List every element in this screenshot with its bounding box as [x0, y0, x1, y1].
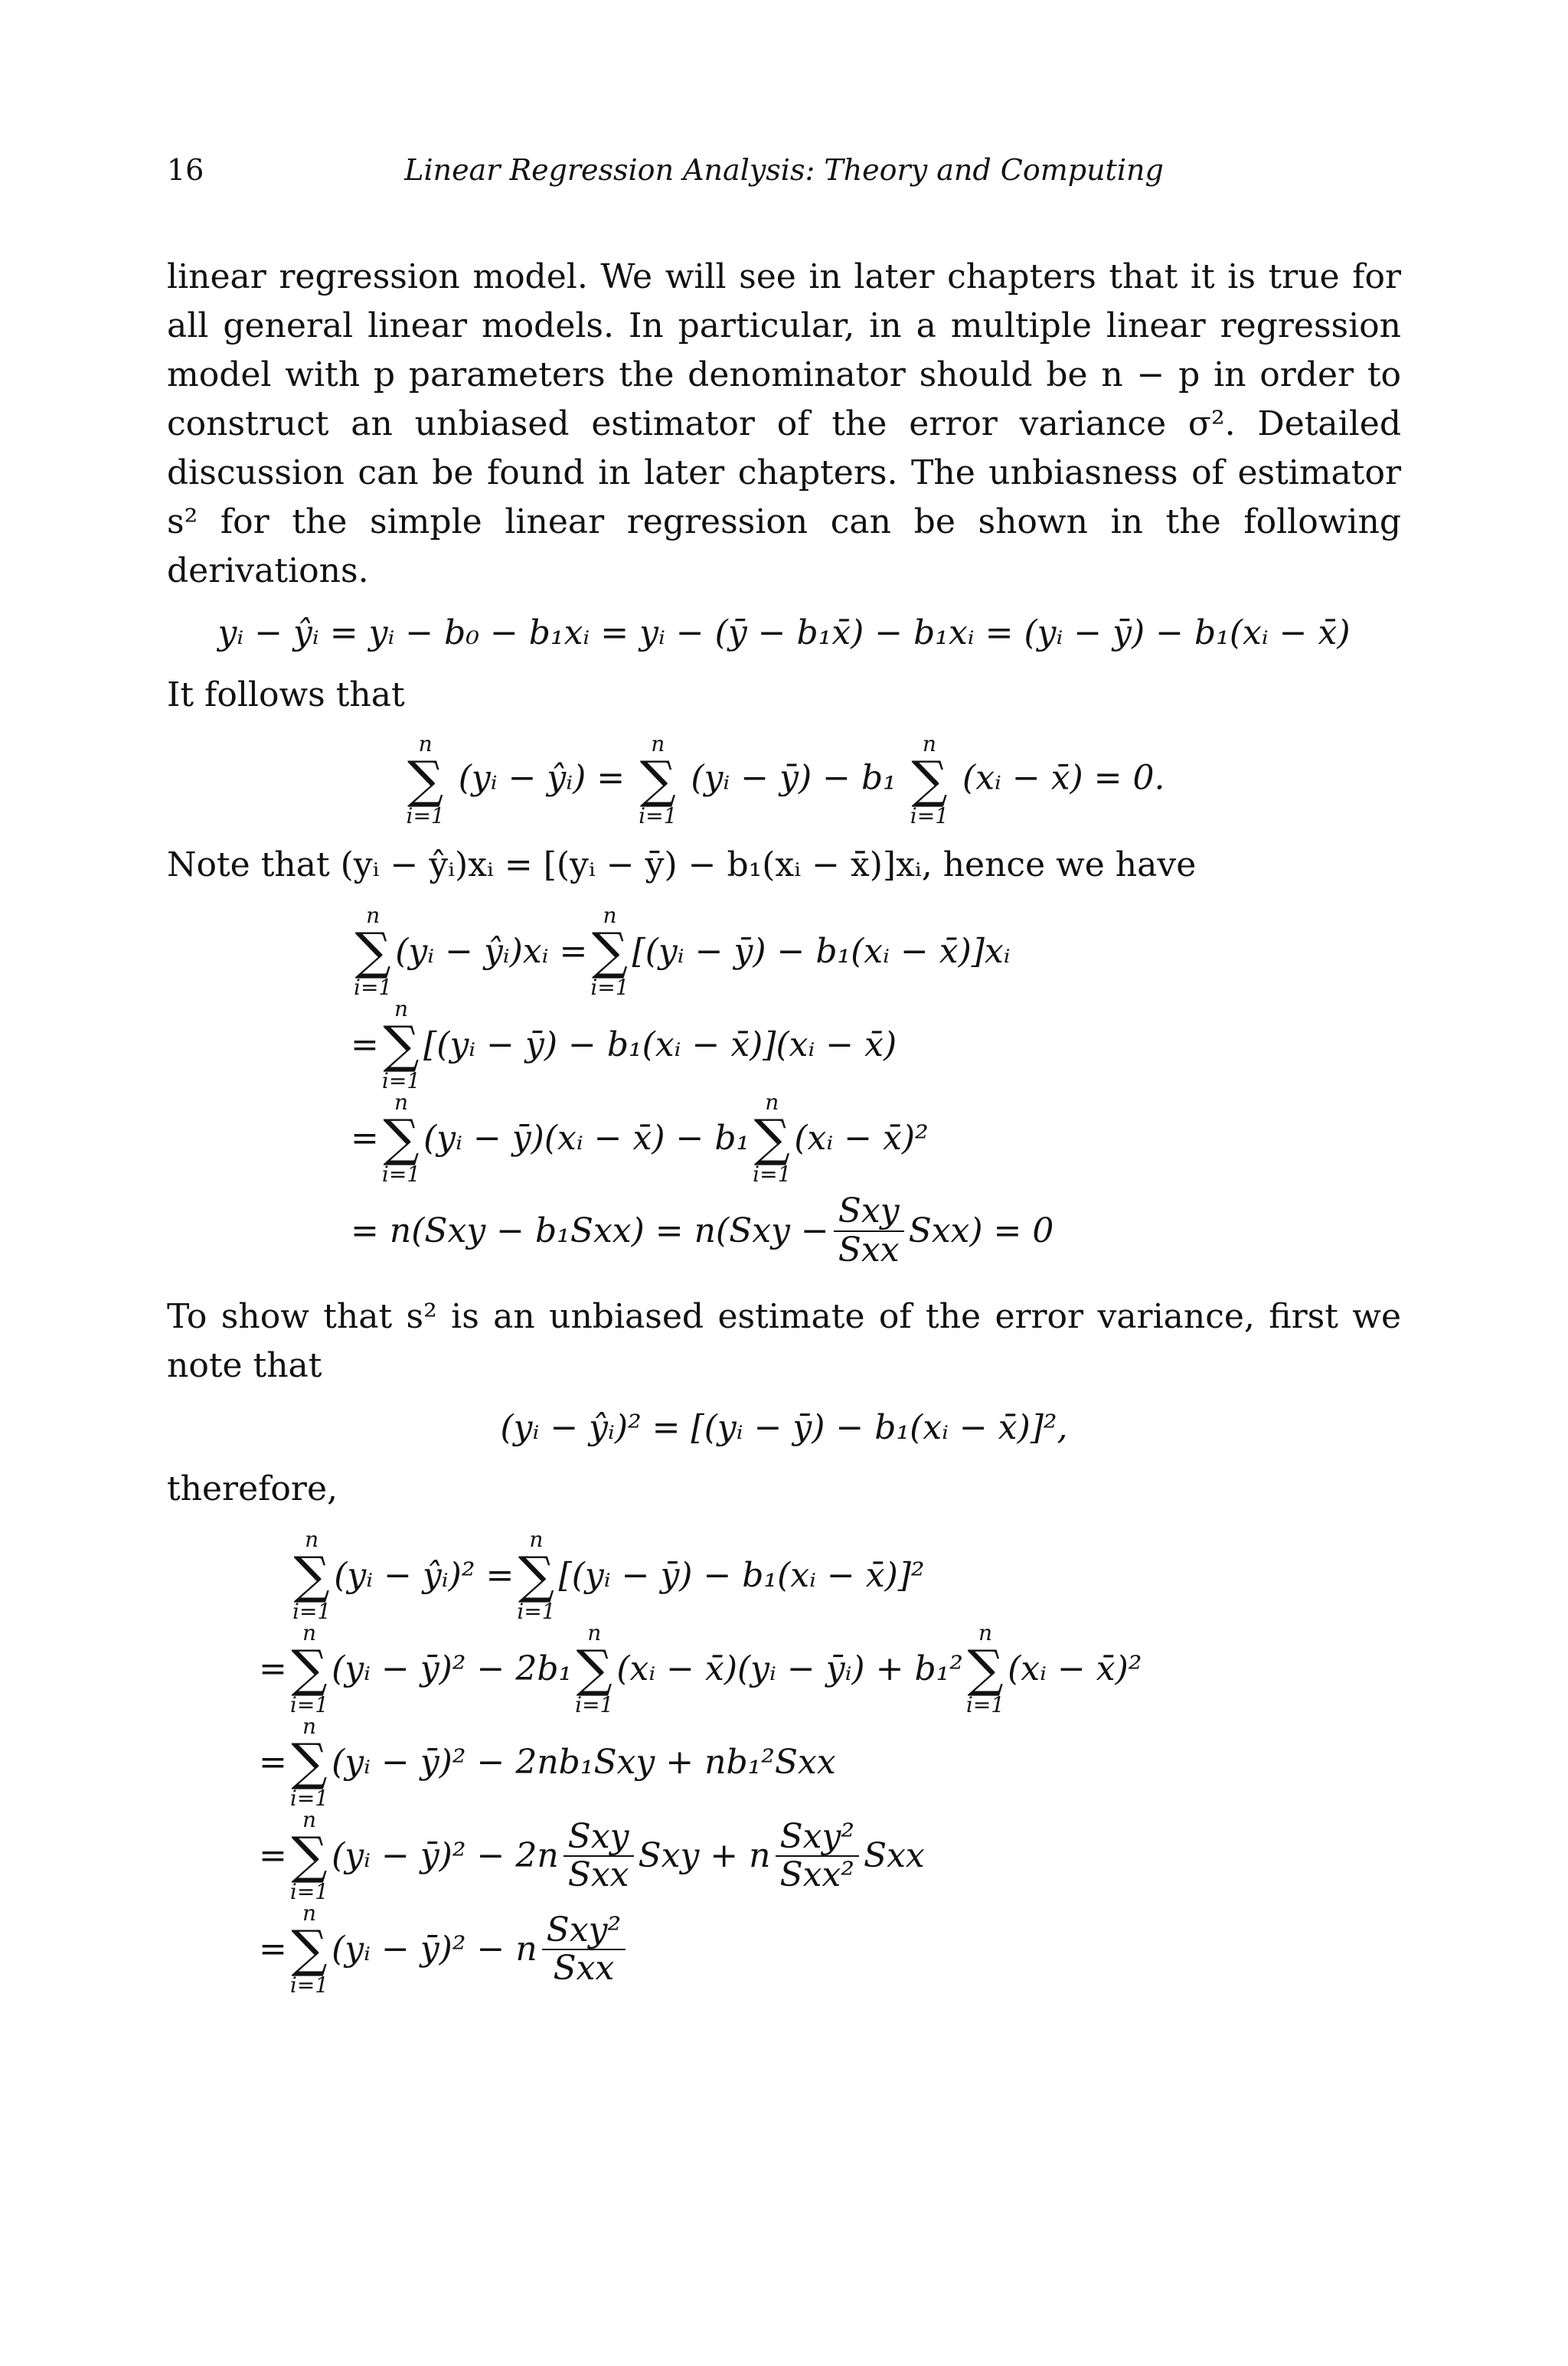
derivation-row: = n(Sxy − b₁Sxx) = n(Sxy − $\frac{\text{Sxy}}{\text{Sxx}}$ Sxx) = 0 — [351, 1191, 1054, 1270]
paragraph-1: linear regression model. We will see in later chapters that it is true for all general linear models. In particular, in a multiple linear regression model with p parameters the denominator should be n − p in order to construct an unbiased estimator of the error variance σ². Detailed discussion can be found in later chapters. The unbiasness of estimator s² for the simple linear regression can be shown in the following derivations. — [167, 257, 1401, 590]
summation: n ∑ i=1 — [289, 1900, 329, 1998]
summation: n ∑ i=1 — [289, 1714, 329, 1812]
paragraph-5: therefore, — [167, 1469, 338, 1509]
paragraph-4: To show that s² is an unbiased estimate of the error variance, first we note that — [167, 1296, 1401, 1385]
equation-sum-residuals — [167, 730, 1401, 828]
fraction: $\frac{\text{Sxy²}}{\text{Sxx²}}$ — [776, 1819, 859, 1894]
page-number: 16 — [167, 153, 204, 187]
page-body — [167, 253, 1401, 2011]
summation: n ∑ i=1 — [354, 902, 393, 1000]
summation: n ∑ i=1 — [289, 1807, 329, 1905]
paragraph-2: It follows that — [167, 675, 405, 714]
derivation-row: = n ∑ i=1 (yᵢ − ȳ)² − n $\frac{\text{Sxy²}}{\text{Sxx}}$ — [259, 1903, 1401, 1996]
derivation-row: = n ∑ i=1 (yᵢ − ȳ)² − 2nb₁Sxy + nb₁²Sxx — [259, 1714, 836, 1812]
eq-term: (xᵢ − x̄) = 0. — [962, 758, 1165, 798]
summation: n ∑ i=1 — [381, 1089, 421, 1187]
equation-squared-residual: (yᵢ − ŷᵢ)² = [(yᵢ − ȳ) − b₁(xᵢ − x̄)]², — [500, 1407, 1068, 1447]
fraction: $\frac{\text{Sxy}}{\text{Sxx}}$ — [564, 1819, 634, 1894]
derivation-block-2 — [259, 1529, 1401, 1996]
summation: n ∑ i=1 — [590, 902, 629, 1000]
eq-term: (yᵢ − ȳ) − b₁ — [691, 758, 897, 798]
derivation-row: n ∑ i=1 (yᵢ − ŷᵢ)² = n ∑ i=1 [(yᵢ − ȳ) − b₁(xᵢ − x̄)]² — [292, 1527, 925, 1625]
summation: n ∑ i=1 — [381, 995, 421, 1093]
fraction: $\frac{\text{Sxy}}{\text{Sxx}}$ — [834, 1193, 904, 1269]
summation: n ∑ i=1 — [406, 730, 445, 828]
equation-residual: yᵢ − ŷᵢ = yᵢ − b₀ − b₁xᵢ = yᵢ − (ȳ − b₁x̄) − b₁xᵢ = (yᵢ − ȳ) − b₁(xᵢ − x̄) — [217, 613, 1351, 652]
running-title: Linear Regression Analysis: Theory and Computing — [404, 153, 1164, 187]
fraction: $\frac{\text{Sxy²}}{\text{Sxx}}$ — [542, 1912, 626, 1988]
derivation-row: n ∑ i=1 (yᵢ − ŷᵢ)xᵢ = n ∑ i=1 [(yᵢ − ȳ) − b₁(xᵢ − x̄)]xᵢ — [354, 902, 1011, 1000]
paragraph-3: Note that (yᵢ − ŷᵢ)xᵢ = [(yᵢ − ȳ) − b₁(xᵢ − x̄)]xᵢ, hence we have — [167, 845, 1197, 884]
derivation-row: = n ∑ i=1 (yᵢ − ȳ)² − 2b₁ n ∑ i=1 (xᵢ − x̄)(yᵢ − ȳᵢ) + b₁² n ∑ i=1 (xᵢ − x̄)² — [259, 1620, 1142, 1718]
summation: n ∑ i=1 — [639, 730, 678, 828]
derivation-row: = n ∑ i=1 [(yᵢ − ȳ) − b₁(xᵢ − x̄)](xᵢ − x̄) — [351, 995, 897, 1093]
derivation-row: = n ∑ i=1 (yᵢ − ȳ)(xᵢ − x̄) − b₁ n ∑ i=1 (xᵢ − x̄)² — [351, 1089, 929, 1187]
eq-term: (yᵢ − ŷᵢ) = — [458, 758, 626, 798]
summation: n ∑ i=1 — [575, 1620, 614, 1718]
page-header — [167, 153, 1401, 199]
summation: n ∑ i=1 — [910, 730, 949, 828]
summation: n ∑ i=1 — [517, 1527, 556, 1625]
derivation-row: = n ∑ i=1 (yᵢ − ȳ)² − 2n $\frac{\text{Sxy}}{\text{Sxx}}$ Sxy + n $\frac{\text{Sxy²}}{\text{Sxx²}}$ Sxx — [259, 1807, 925, 1905]
summation: n ∑ i=1 — [289, 1620, 329, 1718]
derivation-block-1 — [351, 902, 1401, 1277]
summation: n ∑ i=1 — [753, 1089, 792, 1187]
summation: n ∑ i=1 — [965, 1620, 1005, 1718]
summation: n ∑ i=1 — [292, 1527, 332, 1625]
